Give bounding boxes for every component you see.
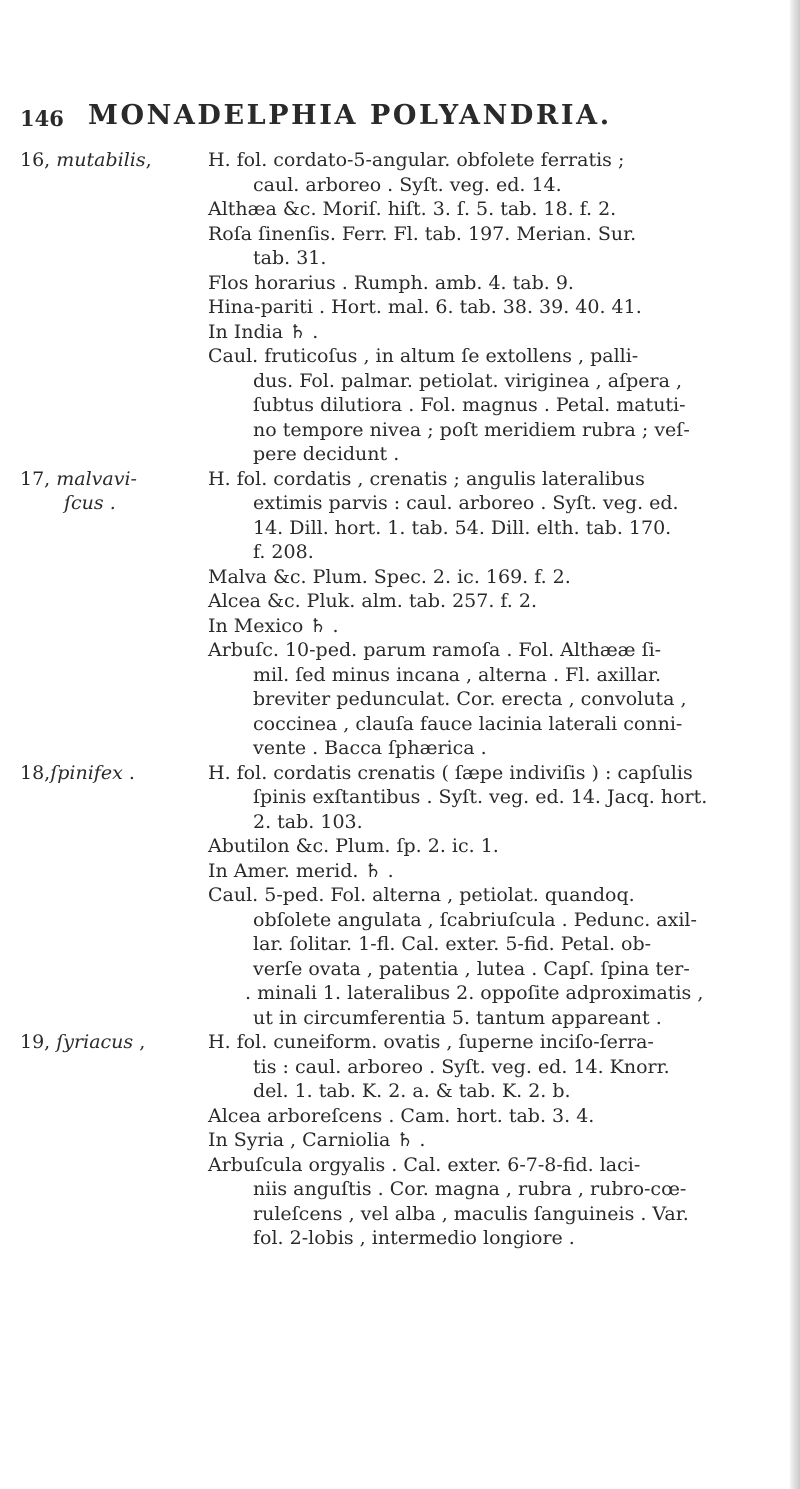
description-line: Caul. 5-ped. Fol. alterna , petiolat. quandoq.: [208, 884, 635, 906]
description-line: verſe ovata , patentia , lutea . Capſ. ſpina ter-: [253, 957, 690, 980]
species-name-suffix: .: [122, 761, 135, 784]
species-entry-mutabilis: [20, 148, 780, 467]
species-epithet: ſpinifex: [50, 761, 123, 784]
description-line: In Amer. merid. ♄ .: [208, 859, 394, 882]
description-line: H. fol. cuneiform. ovatis , ſuperne inciſo-ſerra-: [208, 1031, 654, 1053]
species-epithet: ſyriacus: [56, 1031, 134, 1053]
description-line: dus. Fol. palmar. petiolat. viriginea , aſpera ,: [253, 369, 683, 392]
description-line: breviter pedunculat. Cor. erecta , convoluta ,: [253, 688, 687, 710]
description-line: Malva &c. Plum. Spec. 2. ic. 169. f. 2.: [208, 565, 571, 588]
description-line: Roſa ſinenſis. Ferr. Fl. tab. 197. Merian. Sur.: [208, 222, 637, 245]
description-line: H. fol. cordatis , crenatis ; angulis lateralibus: [208, 467, 645, 490]
species-name: [20, 1030, 170, 1054]
description-line: Abutilon &c. Plum. ſp. 2. ic. 1.: [208, 835, 499, 857]
page-header: [20, 100, 740, 134]
species-number: 18,: [20, 761, 51, 784]
description-line: caul. arboreo . Syſt. veg. ed. 14.: [253, 173, 562, 196]
species-epithet: mutabilis: [56, 149, 146, 171]
description-line: extimis parvis : caul. arboreo . Syſt. veg. ed.: [253, 492, 679, 514]
species-epithet: malvavi-: [56, 467, 137, 490]
species-name: [20, 148, 170, 172]
species-number: 19,: [20, 1031, 51, 1053]
description-line: In India ♄ .: [208, 320, 319, 343]
description-line: ruleſcens , vel alba , maculis ſanguineis . Var.: [253, 1202, 689, 1225]
page-edge-shadow: [790, 0, 800, 1489]
description-line: ſpinis exſtantibus . Syſt. veg. ed. 14. Jacq. hort.: [253, 786, 708, 808]
description-line: pere decidunt .: [253, 443, 400, 465]
description-line: H. fol. cordato-5-angular. obfolete ferratis ;: [208, 149, 625, 171]
description-line: tab. 31.: [253, 247, 327, 269]
description-line: coccinea , clauſa fauce lacinia laterali conni-: [253, 712, 683, 735]
description-line: tis : caul. arboreo . Syſt. veg. ed. 14. Knorr.: [253, 1055, 670, 1078]
description-line: In Mexico ♄ .: [208, 614, 339, 637]
description-line: mil. ſed minus incana , alterna . Fl. axillar.: [253, 663, 662, 686]
description-line: ſubtus dilutiora . Fol. magnus . Petal. matuti-: [253, 394, 686, 416]
description-line: Alcea &c. Pluk. alm. tab. 257. f. 2.: [208, 590, 537, 612]
description-line: Althæa &c. Moriſ. hiſt. 3. ſ. 5. tab. 18. f. 2.: [208, 198, 617, 220]
description-line: 2. tab. 103.: [253, 810, 363, 833]
description-line: ut in circumferentia 5. tantum appareant .: [253, 1006, 662, 1029]
description-line: 14. Dill. hort. 1. tab. 54. Dill. elth. tab. 170.: [253, 516, 672, 539]
description-line: fol. 2-lobis , intermedio longiore .: [253, 1227, 575, 1249]
description-line: Alcea arboreſcens . Cam. hort. tab. 3. 4.: [208, 1104, 595, 1127]
description-line: In Syria , Carniolia ♄ .: [208, 1129, 426, 1151]
description-line: obſolete angulata , ſcabriuſcula . Pedunc. axil-: [253, 908, 697, 931]
description-line: del. 1. tab. K. 2. a. & tab. K. 2. b.: [253, 1080, 571, 1102]
species-epithet-continuation: ſcus .: [64, 491, 116, 514]
description-line: Hina-pariti . Hort. mal. 6. tab. 38. 39. 40. 41.: [208, 296, 642, 318]
page-number: 146: [20, 106, 64, 131]
description-line: H. fol. cordatis crenatis ( ſæpe indiviſis ) : capſulis: [208, 761, 693, 784]
description-line: vente . Bacca ſphærica .: [253, 737, 487, 759]
description-line: Arbuſcula orgyalis . Cal. exter. 6-7-8-fid. laci-: [208, 1153, 641, 1176]
species-entry-syriacus: [20, 1030, 780, 1251]
species-name: [20, 467, 170, 515]
species-entries: [20, 148, 780, 1251]
species-number: 16,: [20, 149, 51, 171]
description-line: f. 208.: [253, 541, 314, 563]
species-number: 17,: [20, 467, 51, 490]
description-line: no tempore nivea ; poſt meridiem rubra ; veſ-: [253, 418, 690, 441]
species-entry-malvaviscus: [20, 467, 780, 761]
species-name-suffix: ,: [145, 149, 152, 171]
description-line: Flos horarius . Rumph. amb. 4. tab. 9.: [208, 271, 574, 294]
description-line: lar. ſolitar. 1-fl. Cal. exter. 5-fid. Petal. ob-: [253, 933, 652, 955]
description-line: niis anguſtis . Cor. magna , rubra , rubro-cœ-: [253, 1178, 687, 1200]
running-title: MONADELPHIA POLYANDRIA.: [88, 100, 612, 131]
description-line: Arbuſc. 10-ped. parum ramoſa . Fol. Althææ ſi-: [208, 639, 662, 661]
description-line: . minali 1. lateralibus 2. oppoſite adproximatis ,: [245, 982, 704, 1004]
description-line: Caul. fruticoſus , in altum ſe extollens , palli-: [208, 345, 639, 367]
species-entry-spinifex: [20, 761, 780, 1031]
species-name: [20, 761, 170, 785]
species-name-suffix: ,: [133, 1031, 146, 1053]
